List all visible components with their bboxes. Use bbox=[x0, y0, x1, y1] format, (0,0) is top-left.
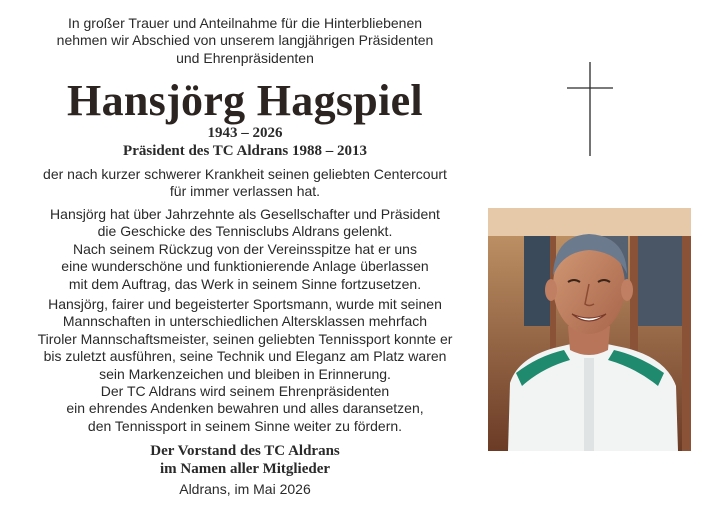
text-line: Der TC Aldrans wird seinem Ehrenpräsidenten bbox=[100, 383, 390, 399]
intro-line: In großer Trauer und Anteilnahme für die Hinterbliebenen bbox=[67, 15, 423, 31]
text-line: Tiroler Mannschaftsmeister, seinen geliebten Tennissport konnte er bbox=[37, 330, 453, 347]
intro-line: nehmen wir Abschied von unserem langjährigen Präsidenten bbox=[56, 32, 434, 49]
intro-line: und Ehrenpräsidenten bbox=[176, 49, 314, 66]
text-line: eine wunderschöne und funktionierende Anlage überlassen bbox=[61, 258, 429, 275]
text-line: der nach kurzer schwerer Krankheit seinen geliebten Centercourt bbox=[43, 166, 447, 182]
sportsman-paragraph bbox=[0, 296, 490, 383]
memorial-paragraph bbox=[0, 383, 490, 435]
presidency-paragraph bbox=[0, 206, 490, 293]
text-line: ein ehrendes Andenken bewahren und alles daransetzen, bbox=[66, 400, 424, 417]
life-years: 1943 – 2026 bbox=[207, 125, 283, 141]
role-title: Präsident des TC Aldrans 1988 – 2013 bbox=[123, 143, 367, 159]
text-line: bis zuletzt ausführen, seine Technik und Eleganz am Platz waren bbox=[43, 348, 447, 365]
text-line: Hansjörg hat über Jahrzehnte als Gesellschafter und Präsident bbox=[50, 206, 440, 222]
text-line: sein Markenzeichen und bleiben in Erinnerung. bbox=[99, 365, 391, 382]
portrait-photo bbox=[488, 208, 691, 451]
text-line: den Tennissport in seinem Sinne weiter zu fördern. bbox=[87, 417, 403, 434]
text-line: Nach seinem Rückzug von der Vereinsspitze hat er uns bbox=[73, 240, 417, 257]
text-line: die Geschicke des Tennisclubs Aldrans gelenkt. bbox=[97, 223, 393, 240]
text-line: mit dem Auftrag, das Werk in seinem Sinne fortzusetzen. bbox=[68, 275, 422, 292]
signature-line: im Namen aller Mitglieder bbox=[159, 461, 331, 477]
cross-icon bbox=[565, 62, 615, 156]
text-line: Mannschaften in unterschiedlichen Altersklassen mehrfach bbox=[62, 313, 428, 330]
deceased-name: Hansjörg Hagspiel bbox=[67, 76, 423, 125]
place-date: Aldrans, im Mai 2026 bbox=[179, 481, 311, 497]
signature-line: Der Vorstand des TC Aldrans bbox=[150, 443, 340, 459]
passing-paragraph bbox=[0, 166, 490, 201]
text-line: Hansjörg, fairer und begeisterter Sportsmann, wurde mit seinen bbox=[48, 296, 442, 312]
intro-paragraph bbox=[0, 15, 490, 67]
signature-block bbox=[0, 442, 490, 478]
text-line: für immer verlassen hat. bbox=[169, 183, 321, 200]
